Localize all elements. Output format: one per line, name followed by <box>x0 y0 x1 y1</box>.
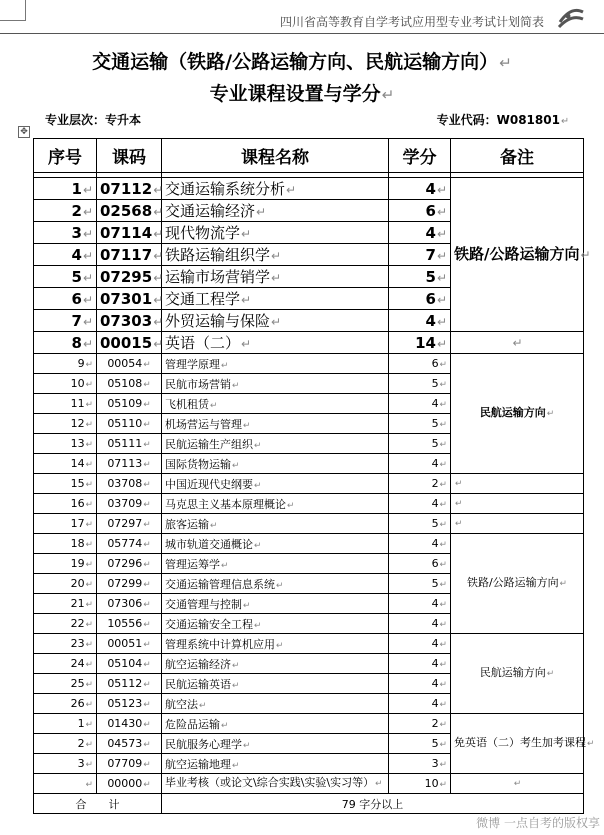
course-name: 交通工程学↵ <box>162 288 389 310</box>
thesis-row <box>34 774 584 794</box>
course-credit: 7↵ <box>389 244 451 266</box>
course-name: 马克思主义基本原理概论↵ <box>162 494 389 514</box>
course-code: 00051↵ <box>97 634 162 654</box>
course-name: 航空法↵ <box>162 694 389 714</box>
table-row <box>34 494 584 514</box>
crop-mark <box>25 0 26 20</box>
course-name: 管理系统中计算机应用↵ <box>162 634 389 654</box>
course-credit: 5↵ <box>389 734 451 754</box>
course-name: 国际货物运输↵ <box>162 454 389 474</box>
course-code: 00054↵ <box>97 354 162 374</box>
course-number: 3↵ <box>34 222 97 244</box>
course-number: 13↵ <box>34 434 97 454</box>
note-cell: 民航运输方向↵ <box>451 354 584 474</box>
course-code: 05108↵ <box>97 374 162 394</box>
course-code: 07299↵ <box>97 574 162 594</box>
table-row <box>34 178 584 200</box>
table-row <box>34 634 584 654</box>
course-number: 5↵ <box>34 266 97 288</box>
course-number: 2↵ <box>34 200 97 222</box>
course-code: 10556↵ <box>97 614 162 634</box>
page-title: 交通运输（铁路/公路运输方向、民航运输方向）↵ <box>92 51 512 73</box>
course-name: 铁路运输组织学↵ <box>162 244 389 266</box>
note-cell: 民航运输方向↵ <box>451 634 584 714</box>
course-name: 民航运输英语↵ <box>162 674 389 694</box>
course-code: 03709↵ <box>97 494 162 514</box>
course-credit: 4↵ <box>389 222 451 244</box>
course-credit: 4↵ <box>389 594 451 614</box>
course-code: 05123↵ <box>97 694 162 714</box>
course-code: 05109↵ <box>97 394 162 414</box>
course-credit: 6↵ <box>389 354 451 374</box>
course-credit: 4↵ <box>389 614 451 634</box>
course-credit: 4↵ <box>389 394 451 414</box>
course-credit: 4↵ <box>389 694 451 714</box>
course-number: 9↵ <box>34 354 97 374</box>
course-credit: 4↵ <box>389 674 451 694</box>
course-number: 1↵ <box>34 178 97 200</box>
course-code: 07114↵ <box>97 222 162 244</box>
course-number: 1↵ <box>34 714 97 734</box>
page-subtitle: 专业课程设置与学分↵ <box>209 83 395 105</box>
note-cell: 铁路/公路运输方向↵ <box>451 534 584 634</box>
note-cell: 铁路/公路运输方向↵ <box>451 178 584 332</box>
course-credit: 3↵ <box>389 754 451 774</box>
course-number: ↵ <box>34 774 97 794</box>
course-code: 00000↵ <box>97 774 162 794</box>
course-credit: 6↵ <box>389 288 451 310</box>
note-cell: 免英语（二）考生加考课程↵ <box>451 714 584 774</box>
note-cell: ↵ <box>451 774 584 794</box>
course-code: 07306↵ <box>97 594 162 614</box>
course-number: 8↵ <box>34 332 97 354</box>
course-number: 15↵ <box>34 474 97 494</box>
course-name: 航空运输地理↵ <box>162 754 389 774</box>
table-move-handle-icon[interactable]: ✥ <box>18 126 30 138</box>
course-credit: 4↵ <box>389 454 451 474</box>
column-header-code: 课码 <box>97 139 162 173</box>
table-row <box>34 332 584 354</box>
course-number: 7↵ <box>34 310 97 332</box>
column-header-name: 课程名称 <box>162 139 389 173</box>
course-credit: 2↵ <box>389 714 451 734</box>
column-header-note: 备注 <box>451 139 584 173</box>
course-credit: 4↵ <box>389 654 451 674</box>
note-cell: ↵ <box>451 332 584 354</box>
course-code: 05112↵ <box>97 674 162 694</box>
course-name: 城市轨道交通概论↵ <box>162 534 389 554</box>
weibo-watermark: 微博 一点自考的版权享 <box>476 816 600 830</box>
course-credit: 4↵ <box>389 310 451 332</box>
course-name: 交通管理与控制↵ <box>162 594 389 614</box>
course-number: 16↵ <box>34 494 97 514</box>
course-name: 飞机租赁↵ <box>162 394 389 414</box>
table-row <box>34 534 584 554</box>
course-number: 22↵ <box>34 614 97 634</box>
specialty-code: 专业代码：W081801↵ <box>436 113 569 127</box>
course-name: 交通运输经济↵ <box>162 200 389 222</box>
note-cell: ↵ <box>451 494 584 514</box>
course-name: 民航服务心理学↵ <box>162 734 389 754</box>
course-code: 07113↵ <box>97 454 162 474</box>
course-code: 05104↵ <box>97 654 162 674</box>
course-number: 17↵ <box>34 514 97 534</box>
course-number: 2↵ <box>34 734 97 754</box>
course-credit: 4↵ <box>389 634 451 654</box>
course-number: 21↵ <box>34 594 97 614</box>
course-credit: 4↵ <box>389 534 451 554</box>
course-number: 26↵ <box>34 694 97 714</box>
course-number: 11↵ <box>34 394 97 414</box>
course-code: 05774↵ <box>97 534 162 554</box>
course-number: 19↵ <box>34 554 97 574</box>
course-credit: 5↵ <box>389 374 451 394</box>
course-code: 07303↵ <box>97 310 162 332</box>
course-code: 00015↵ <box>97 332 162 354</box>
course-name: 中国近现代史纲要↵ <box>162 474 389 494</box>
course-number: 23↵ <box>34 634 97 654</box>
course-number: 12↵ <box>34 414 97 434</box>
course-code: 07117↵ <box>97 244 162 266</box>
course-credit: 5↵ <box>389 574 451 594</box>
course-name: 毕业考核（或论文\综合实践\实验\实习等）↵ <box>162 774 389 794</box>
course-name: 民航市场营销↵ <box>162 374 389 394</box>
course-name: 外贸运输与保险↵ <box>162 310 389 332</box>
course-credit: 2↵ <box>389 474 451 494</box>
note-cell: ↵ <box>451 514 584 534</box>
course-name: 运输市场营销学↵ <box>162 266 389 288</box>
note-cell: ↵ <box>451 474 584 494</box>
course-code: 05111↵ <box>97 434 162 454</box>
course-name: 交通运输管理信息系统↵ <box>162 574 389 594</box>
course-name: 交通运输安全工程↵ <box>162 614 389 634</box>
total-row <box>34 794 584 814</box>
course-name: 管理运筹学↵ <box>162 554 389 574</box>
column-header-credit: 学分 <box>389 139 451 173</box>
total-credit: 79 字分以上 <box>162 794 584 814</box>
course-name: 现代物流学↵ <box>162 222 389 244</box>
course-credit: 5↵ <box>389 514 451 534</box>
course-code: 03708↵ <box>97 474 162 494</box>
course-number: 4↵ <box>34 244 97 266</box>
course-credit: 4↵ <box>389 178 451 200</box>
course-name: 民航运输生产组织↵ <box>162 434 389 454</box>
crop-mark <box>0 20 26 21</box>
course-name: 管理学原理↵ <box>162 354 389 374</box>
table-row <box>34 354 584 374</box>
course-credit: 4↵ <box>389 494 451 514</box>
course-code: 07296↵ <box>97 554 162 574</box>
specialty-level: 专业层次：专升本 <box>45 113 142 127</box>
course-credit: 14↵ <box>389 332 451 354</box>
course-table <box>33 138 595 814</box>
course-number: 3↵ <box>34 754 97 774</box>
header-rule <box>0 33 604 34</box>
course-name: 机场营运与管理↵ <box>162 414 389 434</box>
total-label: 合 计 <box>34 794 162 814</box>
exam-logo-icon <box>556 4 586 30</box>
course-code: 07295↵ <box>97 266 162 288</box>
course-number: 10↵ <box>34 374 97 394</box>
document-header-title: 四川省高等教育自学考试应用型专业考试计划简表 <box>279 15 544 29</box>
course-credit: 6↵ <box>389 554 451 574</box>
table-row <box>34 474 584 494</box>
course-name: 危险品运输↵ <box>162 714 389 734</box>
course-credit: 6↵ <box>389 200 451 222</box>
course-credit: 5↵ <box>389 414 451 434</box>
course-number: 24↵ <box>34 654 97 674</box>
table-row <box>34 714 584 734</box>
table-header-row <box>34 139 584 173</box>
table-row <box>34 514 584 534</box>
course-number: 6↵ <box>34 288 97 310</box>
course-code: 07112↵ <box>97 178 162 200</box>
course-number: 14↵ <box>34 454 97 474</box>
course-number: 20↵ <box>34 574 97 594</box>
course-code: 04573↵ <box>97 734 162 754</box>
course-code: 02568↵ <box>97 200 162 222</box>
course-name: 航空运输经济↵ <box>162 654 389 674</box>
course-name: 交通运输系统分析↵ <box>162 178 389 200</box>
course-code: 05110↵ <box>97 414 162 434</box>
course-credit: 5↵ <box>389 266 451 288</box>
course-number: 25↵ <box>34 674 97 694</box>
course-name: 旅客运输↵ <box>162 514 389 534</box>
column-header-no: 序号 <box>34 139 97 173</box>
course-number: 18↵ <box>34 534 97 554</box>
course-code: 07297↵ <box>97 514 162 534</box>
course-credit: 5↵ <box>389 434 451 454</box>
course-name: 英语（二）↵ <box>162 332 389 354</box>
course-code: 07301↵ <box>97 288 162 310</box>
course-credit: 10↵ <box>389 774 451 794</box>
course-code: 01430↵ <box>97 714 162 734</box>
course-code: 07709↵ <box>97 754 162 774</box>
